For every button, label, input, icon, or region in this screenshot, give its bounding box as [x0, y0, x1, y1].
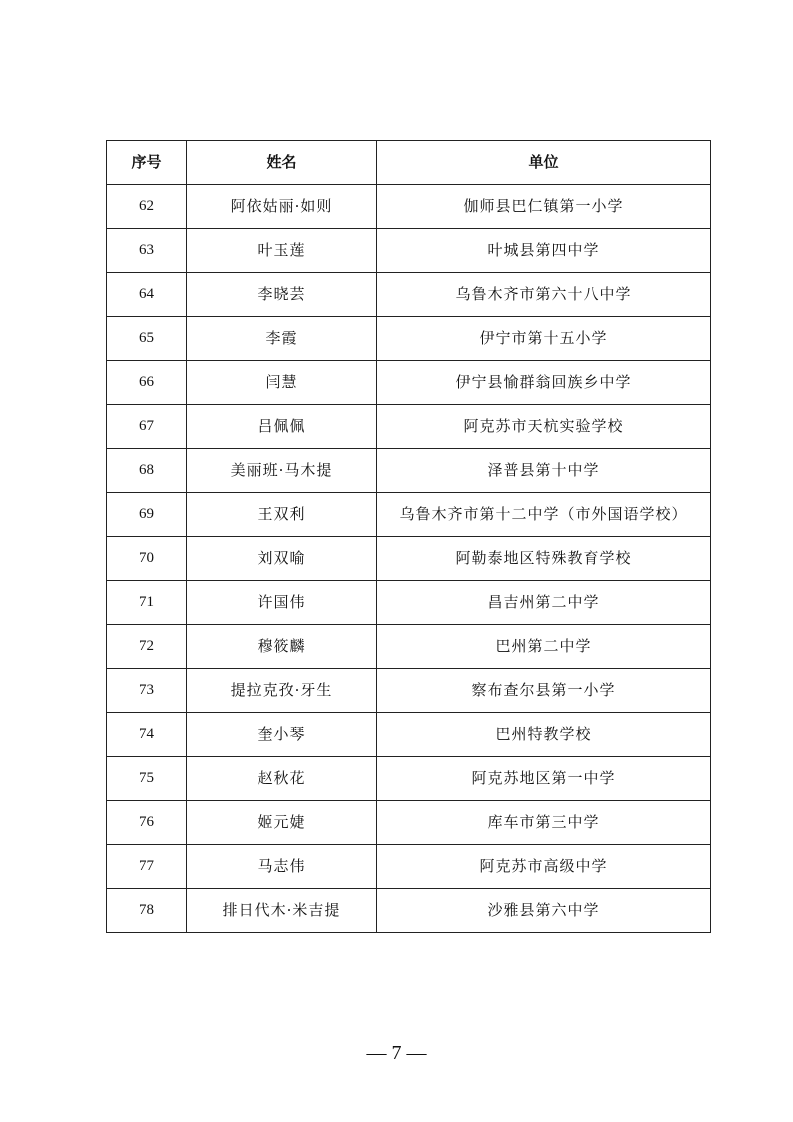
- table-row: [107, 537, 711, 581]
- cell-no: 66: [107, 361, 187, 405]
- table-row: [107, 801, 711, 845]
- cell-name: 吕佩佩: [187, 405, 377, 449]
- cell-name: 刘双喻: [187, 537, 377, 581]
- table-row: [107, 229, 711, 273]
- cell-no: 67: [107, 405, 187, 449]
- cell-unit: 阿克苏市天杭实验学校: [377, 405, 711, 449]
- cell-unit: 伊宁市第十五小学: [377, 317, 711, 361]
- cell-name: 李霞: [187, 317, 377, 361]
- cell-no: 78: [107, 889, 187, 933]
- cell-unit: 泽普县第十中学: [377, 449, 711, 493]
- table-row: [107, 625, 711, 669]
- cell-no: 63: [107, 229, 187, 273]
- cell-name: 王双利: [187, 493, 377, 537]
- cell-no: 68: [107, 449, 187, 493]
- cell-unit: 伊宁县愉群翁回族乡中学: [377, 361, 711, 405]
- cell-unit: 阿克苏市高级中学: [377, 845, 711, 889]
- cell-name: 赵秋花: [187, 757, 377, 801]
- table-row: [107, 845, 711, 889]
- cell-no: 69: [107, 493, 187, 537]
- cell-no: 62: [107, 185, 187, 229]
- table-row: [107, 713, 711, 757]
- cell-no: 76: [107, 801, 187, 845]
- table-row: [107, 361, 711, 405]
- cell-no: 71: [107, 581, 187, 625]
- page-number: — 7 —: [366, 1042, 427, 1064]
- cell-name: 阿依姑丽·如则: [187, 185, 377, 229]
- cell-name: 姬元婕: [187, 801, 377, 845]
- cell-unit: 乌鲁木齐市第六十八中学: [377, 273, 711, 317]
- cell-unit: 沙雅县第六中学: [377, 889, 711, 933]
- cell-unit: 阿勒泰地区特殊教育学校: [377, 537, 711, 581]
- cell-no: 73: [107, 669, 187, 713]
- table-row: [107, 405, 711, 449]
- cell-unit: 叶城县第四中学: [377, 229, 711, 273]
- award-list-table: [106, 140, 711, 933]
- table-row: [107, 449, 711, 493]
- cell-name: 排日代木·米吉提: [187, 889, 377, 933]
- table-row: [107, 757, 711, 801]
- table-row: [107, 273, 711, 317]
- cell-unit: 阿克苏地区第一中学: [377, 757, 711, 801]
- cell-name: 许国伟: [187, 581, 377, 625]
- cell-name: 奎小琴: [187, 713, 377, 757]
- cell-no: 77: [107, 845, 187, 889]
- table-row: [107, 185, 711, 229]
- cell-name: 穆筱麟: [187, 625, 377, 669]
- cell-no: 74: [107, 713, 187, 757]
- cell-unit: 昌吉州第二中学: [377, 581, 711, 625]
- cell-name: 闫慧: [187, 361, 377, 405]
- header-no: 序号: [107, 141, 187, 185]
- cell-unit: 乌鲁木齐市第十二中学（市外国语学校）: [377, 493, 711, 537]
- cell-unit: 巴州第二中学: [377, 625, 711, 669]
- cell-unit: 伽师县巴仁镇第一小学: [377, 185, 711, 229]
- table-row: [107, 889, 711, 933]
- cell-unit: 巴州特教学校: [377, 713, 711, 757]
- header-name: 姓名: [187, 141, 377, 185]
- cell-name: 叶玉莲: [187, 229, 377, 273]
- table-header-row: [107, 141, 711, 185]
- table-row: [107, 317, 711, 361]
- table-row: [107, 669, 711, 713]
- cell-no: 75: [107, 757, 187, 801]
- table-row: [107, 493, 711, 537]
- cell-name: 美丽班·马木提: [187, 449, 377, 493]
- cell-no: 70: [107, 537, 187, 581]
- cell-no: 64: [107, 273, 187, 317]
- cell-name: 李晓芸: [187, 273, 377, 317]
- cell-name: 提拉克孜·牙生: [187, 669, 377, 713]
- cell-unit: 察布查尔县第一小学: [377, 669, 711, 713]
- cell-unit: 库车市第三中学: [377, 801, 711, 845]
- cell-no: 72: [107, 625, 187, 669]
- header-unit: 单位: [377, 141, 711, 185]
- cell-name: 马志伟: [187, 845, 377, 889]
- table-row: [107, 581, 711, 625]
- cell-no: 65: [107, 317, 187, 361]
